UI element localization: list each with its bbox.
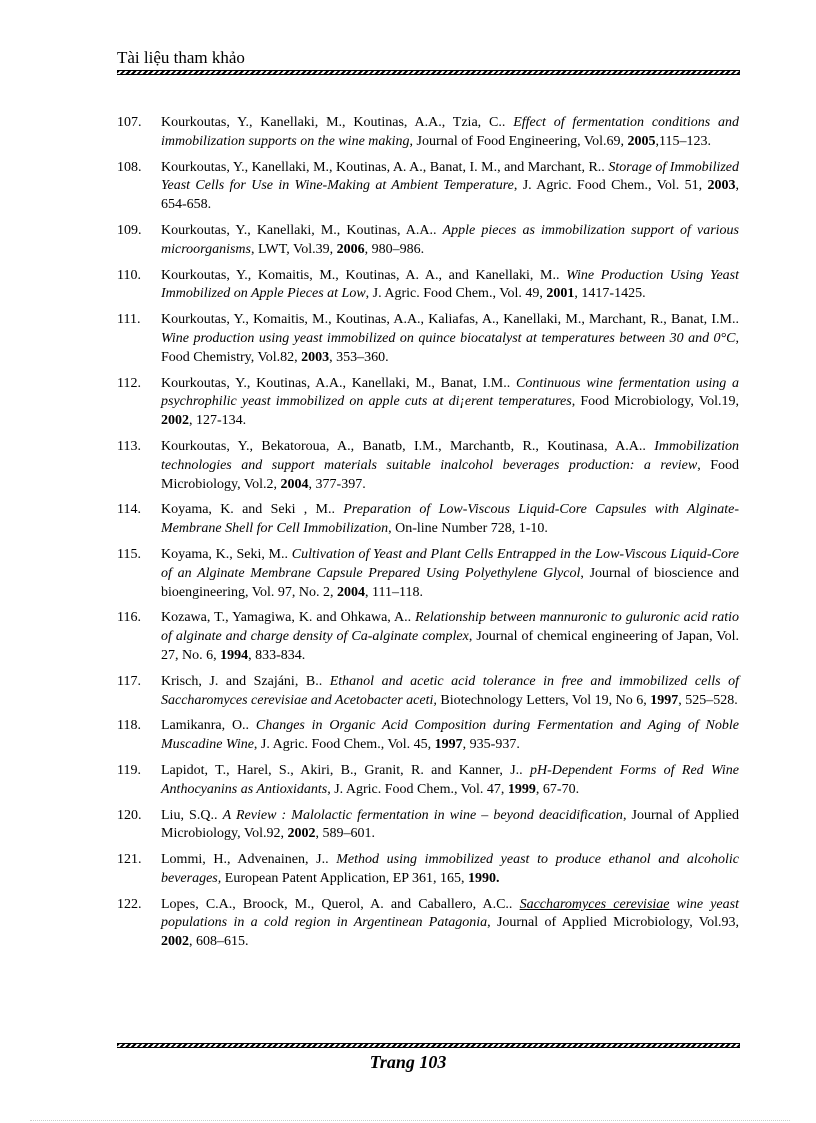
page-header-title: Tài liệu tham khảo bbox=[117, 48, 245, 67]
reference-source: , J. Agric. Food Chem., Vol. 49, bbox=[365, 286, 547, 302]
reference-pages: , 654-658. bbox=[161, 178, 739, 213]
reference-number: 121. bbox=[117, 852, 142, 868]
reference-authors: Kozawa, T., Yamagiwa, K. and Ohkawa, A.. bbox=[161, 610, 416, 626]
reference-year: 1990. bbox=[468, 870, 500, 886]
reference-authors: Lommi, H., Advenainen, J.. bbox=[161, 852, 337, 868]
reference-title: Continuous wine fermentation using a psychrophilic yeast immobilized on apple cuts at di¡erent temperatures bbox=[161, 375, 740, 410]
reference-title-italic bbox=[520, 897, 670, 912]
reference-title: A Review : Malolactic fermentation in wine – beyond deacidification bbox=[222, 807, 623, 823]
reference-number: 110. bbox=[117, 267, 141, 283]
reference-year: 2002 bbox=[161, 934, 189, 950]
reference-title: pH-Dependent Forms of Red Wine Anthocyanins as Antioxidants bbox=[161, 762, 740, 797]
reference-year: 2001 bbox=[546, 286, 575, 302]
reference-title: Storage of Immobilized Yeast Cells for Use in Wine-Making at Ambient Temperature bbox=[161, 159, 740, 194]
reference-number: 111. bbox=[117, 312, 141, 328]
reference-item bbox=[117, 114, 739, 152]
reference-source: , Journal of Applied Microbiology, Vol.92, bbox=[161, 807, 739, 842]
reference-text bbox=[161, 114, 739, 152]
reference-authors: Krisch, J. and Szajáni, B.. bbox=[161, 673, 330, 689]
reference-year: 2004 bbox=[280, 476, 309, 492]
reference-title: Apple pieces as immobilization support of various microorganisms bbox=[161, 222, 740, 257]
reference-title: wine yeast populations in a cold region in Argentinean Patagonia bbox=[161, 896, 739, 931]
reference-pages: ,115–123. bbox=[655, 133, 712, 149]
reference-source: , Food Microbiology, Vol.19, bbox=[571, 394, 739, 410]
reference-item bbox=[117, 717, 739, 755]
reference-item bbox=[117, 546, 739, 602]
reference-pages: , 833-834. bbox=[248, 647, 306, 663]
reference-source: , J. Agric. Food Chem., Vol. 47, bbox=[327, 781, 508, 797]
reference-authors: Lamikanra, O.. bbox=[161, 718, 256, 734]
reference-text bbox=[161, 546, 739, 602]
header-divider bbox=[117, 70, 740, 75]
reference-year: 1997 bbox=[434, 737, 463, 753]
reference-item bbox=[117, 673, 739, 711]
reference-authors: Lapidot, T., Harel, S., Akiri, B., Granit, R. and Kanner, J.. bbox=[161, 762, 530, 778]
reference-title: Preparation of Low-Viscous Liquid-Core Capsules with Alginate-Membrane Shell for Cell Immobilization bbox=[161, 502, 739, 537]
reference-year: 2003 bbox=[301, 349, 330, 365]
footer-divider bbox=[117, 1043, 740, 1048]
reference-number: 118. bbox=[117, 718, 141, 734]
reference-item bbox=[117, 762, 739, 800]
reference-text bbox=[161, 807, 739, 845]
reference-number: 115. bbox=[117, 546, 141, 562]
reference-item bbox=[117, 438, 739, 494]
reference-year: 1997 bbox=[650, 692, 679, 708]
reference-text bbox=[161, 896, 739, 952]
reference-title: Relationship between mannuronic to guluronic acid ratio of alginate and charge density of Ca-alginate complex bbox=[161, 610, 739, 645]
reference-text bbox=[161, 438, 739, 494]
reference-text bbox=[161, 762, 739, 800]
reference-title: Ethanol and acetic acid tolerance in free and immobilized cells of Saccharomyces cerevisiae and Acetobacter aceti, bbox=[161, 673, 739, 708]
reference-title: Method using immobilized yeast to produce ethanol and alcoholic beverages, bbox=[161, 852, 739, 886]
reference-source: , J. Agric. Food Chem., Vol. 45, bbox=[253, 737, 435, 753]
reference-number: 117. bbox=[117, 673, 141, 689]
reference-text bbox=[161, 159, 739, 215]
reference-number: 109. bbox=[117, 222, 142, 238]
reference-text bbox=[161, 222, 739, 260]
reference-authors: Kourkoutas, Y., Bekatoroua, A., Banatb, I.M., Marchantb, R., Koutinasa, A.A.. bbox=[161, 438, 655, 454]
reference-item bbox=[117, 896, 739, 952]
reference-item bbox=[117, 501, 739, 539]
reference-pages: , 935-937. bbox=[462, 737, 520, 753]
reference-pages: , 1417-1425. bbox=[574, 286, 646, 302]
reference-authors: Liu, S.Q.. bbox=[161, 807, 223, 823]
reference-number: 120. bbox=[117, 807, 142, 823]
page-number: Trang 103 bbox=[369, 1052, 447, 1072]
reference-authors: Koyama, K. and Seki , M.. bbox=[161, 502, 344, 518]
reference-text bbox=[161, 311, 739, 367]
reference-number: 114. bbox=[117, 502, 141, 518]
reference-number: 116. bbox=[117, 610, 141, 626]
reference-list bbox=[117, 114, 739, 959]
reference-source: , Food Microbiology, Vol.2, bbox=[161, 457, 739, 492]
reference-source: , J. Agric. Food Chem., Vol. 51, bbox=[513, 178, 708, 194]
reference-source: , Journal of chemical engineering of Japan, Vol. 27, No. 6, bbox=[161, 629, 740, 663]
reference-pages: , 127-134. bbox=[189, 413, 247, 429]
reference-title: Cultivation of Yeast and Plant Cells Entrapped in the Low-Viscous Liquid-Core of an Alginate Membrane Capsule Prepared Using Polyethylene Glycol bbox=[161, 546, 739, 581]
reference-title: Immobilization technologies and support materials suitable inalcohol beverages production: a review bbox=[161, 438, 739, 473]
reference-item bbox=[117, 375, 739, 431]
reference-item bbox=[117, 311, 739, 367]
reference-authors: Koyama, K., Seki, M.. bbox=[161, 546, 292, 562]
reference-pages: , 980–986. bbox=[364, 241, 425, 257]
reference-pages: , 608–615. bbox=[189, 934, 249, 950]
reference-text bbox=[161, 851, 739, 889]
reference-number: 112. bbox=[117, 375, 141, 391]
reference-year: 2002 bbox=[161, 413, 189, 429]
reference-authors: Kourkoutas, Y., Kanellaki, M., Koutinas, A. A., Banat, I. M., and Marchant, R.. bbox=[161, 159, 609, 175]
reference-year: 2006 bbox=[336, 241, 365, 257]
reference-pages: , 377-397. bbox=[308, 476, 366, 492]
reference-pages: , 67-70. bbox=[535, 781, 580, 797]
reference-authors: Kourkoutas, Y., Kanellaki, M., Koutinas, A.A.. bbox=[161, 222, 443, 238]
reference-pages: , 111–118. bbox=[365, 584, 423, 600]
reference-year: 2004 bbox=[337, 584, 366, 600]
reference-authors: Kourkoutas, Y., Komaitis, M., Koutinas, A.A., Kaliafas, A., Kanellaki, M., Marchant, R., Banat, I.M.. bbox=[161, 312, 739, 328]
reference-year: 1999 bbox=[507, 781, 536, 797]
reference-text bbox=[161, 375, 739, 431]
reference-year: 2003 bbox=[707, 178, 736, 194]
reference-source: , Journal of Applied Microbiology, Vol.93, bbox=[487, 915, 739, 931]
reference-title: Effect of fermentation conditions and immobilization supports on the wine making bbox=[161, 115, 739, 149]
reference-number: 119. bbox=[117, 762, 141, 778]
reference-source: , Food Chemistry, Vol.82, bbox=[161, 330, 739, 365]
reference-authors: Kourkoutas, Y., Komaitis, M., Koutinas, A. A., and Kanellaki, M.. bbox=[161, 267, 567, 283]
reference-item bbox=[117, 609, 739, 665]
reference-source: , Journal of Food Engineering, Vol.69, bbox=[409, 133, 628, 149]
reference-source: , Journal of bioscience and bioengineering, Vol. 97, No. 2, bbox=[161, 565, 739, 600]
reference-text bbox=[161, 717, 739, 755]
reference-authors: Kourkoutas, Y., Koutinas, A.A., Kanellaki, M., Banat, I.M.. bbox=[161, 375, 516, 391]
reference-number: 122. bbox=[117, 896, 142, 912]
page-edge-line bbox=[30, 1120, 790, 1121]
reference-title: Wine production using yeast immobilized on quince biocatalyst at temperatures between 30 and 0°C bbox=[161, 330, 736, 346]
reference-item bbox=[117, 807, 739, 845]
reference-authors: Kourkoutas, Y., Kanellaki, M., Koutinas, A.A., Tzia, C.. bbox=[161, 115, 514, 130]
reference-text bbox=[161, 501, 739, 539]
reference-item bbox=[117, 159, 739, 215]
reference-number: 108. bbox=[117, 159, 142, 175]
reference-source: Biotechnology Letters, Vol 19, No 6, bbox=[436, 692, 651, 708]
reference-title: Wine Production Using Yeast Immobilized on Apple Pieces at Low bbox=[161, 267, 739, 302]
reference-text bbox=[161, 609, 739, 665]
reference-number: 107. bbox=[117, 115, 142, 130]
reference-item bbox=[117, 267, 739, 305]
reference-item bbox=[117, 222, 739, 260]
reference-year: 2002 bbox=[287, 826, 316, 842]
reference-source: , On-line Number 728, 1-10. bbox=[388, 521, 548, 537]
reference-pages: , 525–528. bbox=[678, 692, 738, 708]
reference-pages: , 589–601. bbox=[315, 826, 376, 842]
reference-pages: , 353–360. bbox=[329, 349, 389, 365]
reference-year: 1994 bbox=[220, 647, 249, 663]
reference-number: 113. bbox=[117, 438, 141, 454]
reference-year: 2005 bbox=[627, 133, 656, 149]
reference-text bbox=[161, 673, 739, 711]
reference-title-underlined: Saccharomyces cerevisiae bbox=[519, 896, 670, 912]
reference-item bbox=[117, 851, 739, 889]
reference-text bbox=[161, 267, 739, 305]
reference-title: Changes in Organic Acid Composition during Fermentation and Aging of Noble Muscadine Wine bbox=[161, 718, 739, 753]
reference-source: , LWT, Vol.39, bbox=[250, 241, 337, 257]
reference-authors: Lopes, C.A., Broock, M., Querol, A. and Caballero, A.C.. bbox=[161, 896, 520, 912]
reference-source: European Patent Application, EP 361, 165, bbox=[221, 870, 469, 886]
